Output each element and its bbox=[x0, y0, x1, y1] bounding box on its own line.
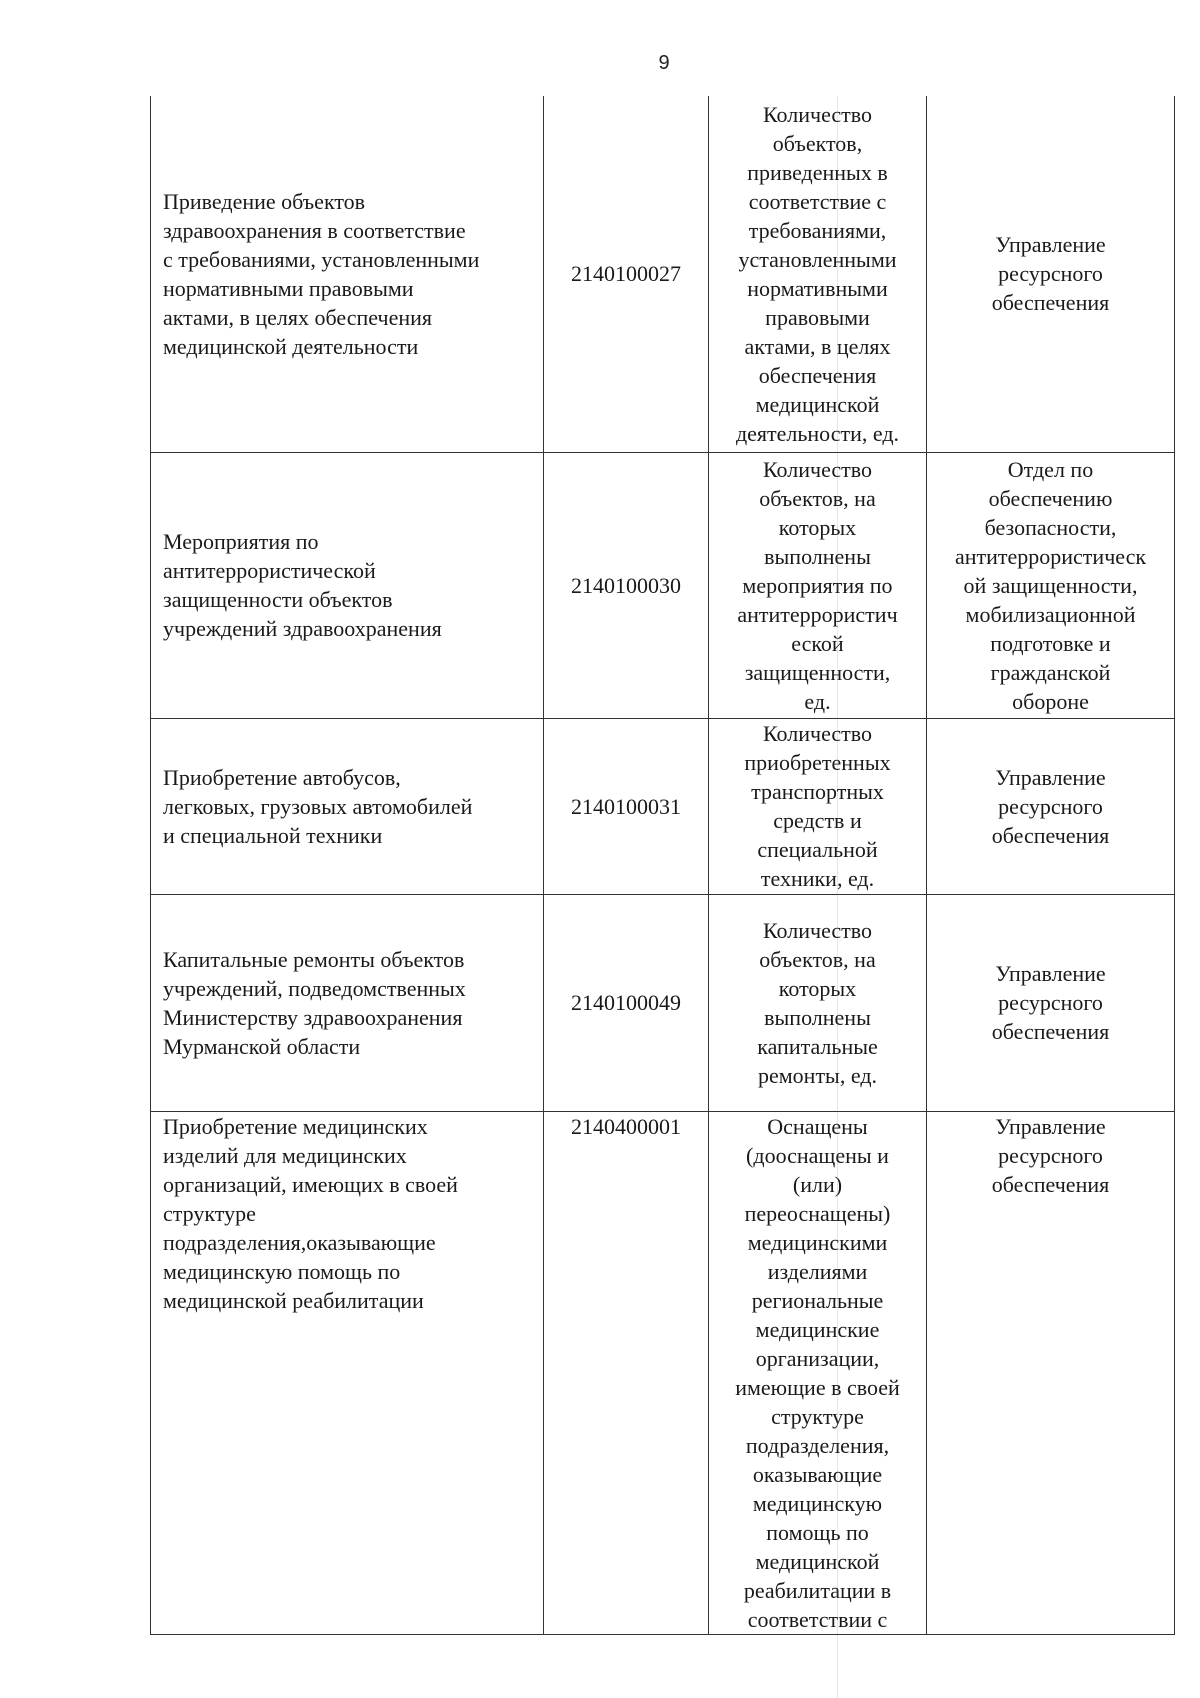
code-cell bbox=[544, 96, 709, 452]
measure-name-cell bbox=[151, 96, 544, 452]
department-cell bbox=[927, 96, 1175, 452]
indicator-text: Количество объектов, приведенных в соответствие с требованиями, установленными нормативными правовыми актами, в целях обеспечения медицинской деятельности, ед. bbox=[735, 101, 900, 446]
code-cell bbox=[544, 894, 709, 1111]
measure-name: Капитальные ремонты объектов учреждений, подведомственных Министерству здравоохранения Мурманской области bbox=[163, 946, 466, 1059]
department-cell bbox=[927, 1111, 1175, 1634]
indicator-text: Оснащены (дооснащены и (или) переоснащены) медицинскими изделиями региональные медицинские организации, имеющие в своей структуре подразделения, оказывающие медицинскую помощь по медицинской реабилитации в соответствии с bbox=[735, 1113, 900, 1632]
indicator-cell bbox=[709, 1111, 927, 1634]
measure-code: 2140400001 bbox=[571, 1113, 681, 1139]
department-text: Управление ресурсного обеспечения bbox=[991, 961, 1110, 1044]
measure-code: 2140100031 bbox=[571, 793, 681, 819]
measure-name: Приобретение автобусов, легковых, грузовых автомобилей и специальной техники bbox=[163, 764, 473, 848]
indicator-cell bbox=[709, 96, 927, 452]
code-cell bbox=[544, 452, 709, 718]
indicator-text: Количество объектов, на которых выполнены капитальные ремонты, ед. bbox=[757, 917, 878, 1088]
measure-name-cell bbox=[151, 718, 544, 894]
measure-name-cell bbox=[151, 1111, 544, 1634]
page-number: 9 bbox=[658, 52, 670, 74]
indicator-cell bbox=[709, 894, 927, 1111]
table-row bbox=[151, 452, 1175, 718]
indicator-text: Количество объектов, на которых выполнены мероприятия по антитеррористич еской защищенности, ед. bbox=[737, 456, 898, 714]
table-row bbox=[151, 1111, 1175, 1634]
code-cell bbox=[544, 1111, 709, 1634]
measure-name: Мероприятия по антитеррористической защищенности объектов учреждений здравоохранения bbox=[163, 529, 442, 641]
table-row bbox=[151, 96, 1175, 452]
department-cell bbox=[927, 894, 1175, 1111]
measure-name: Приобретение медицинских изделий для медицинских организаций, имеющих в своей структуре подразделения,оказывающие медицинскую помощь по медицинской реабилитации bbox=[163, 1113, 458, 1313]
department-cell bbox=[927, 718, 1175, 894]
measure-code: 2140100049 bbox=[571, 990, 681, 1015]
measure-code: 2140100027 bbox=[571, 261, 681, 287]
department-text: Управление ресурсного обеспечения bbox=[991, 764, 1110, 848]
measure-name-cell bbox=[151, 452, 544, 718]
department-cell bbox=[927, 452, 1175, 718]
measure-name: Приведение объектов здравоохранения в соответствие с требованиями, установленными нормативными правовыми актами, в целях обеспечения медицинской деятельности bbox=[163, 188, 480, 359]
table-row bbox=[151, 894, 1175, 1111]
indicator-cell bbox=[709, 452, 927, 718]
indicator-cell bbox=[709, 718, 927, 894]
department-text: Управление ресурсного обеспечения bbox=[991, 1113, 1110, 1197]
department-text: Управление ресурсного обеспечения bbox=[991, 232, 1110, 316]
code-cell bbox=[544, 718, 709, 894]
measure-name-cell bbox=[151, 894, 544, 1111]
table-row bbox=[151, 718, 1175, 894]
indicator-text: Количество приобретенных транспортных средств и специальной техники, ед. bbox=[744, 721, 891, 891]
department-text: Отдел по обеспечению безопасности, антитеррористическ ой защищенности, мобилизационной подготовке и гражданской обороне bbox=[954, 456, 1147, 714]
measure-code: 2140100030 bbox=[571, 572, 681, 598]
scan-artifact-line bbox=[837, 96, 838, 1698]
measures-table bbox=[150, 96, 1175, 1635]
